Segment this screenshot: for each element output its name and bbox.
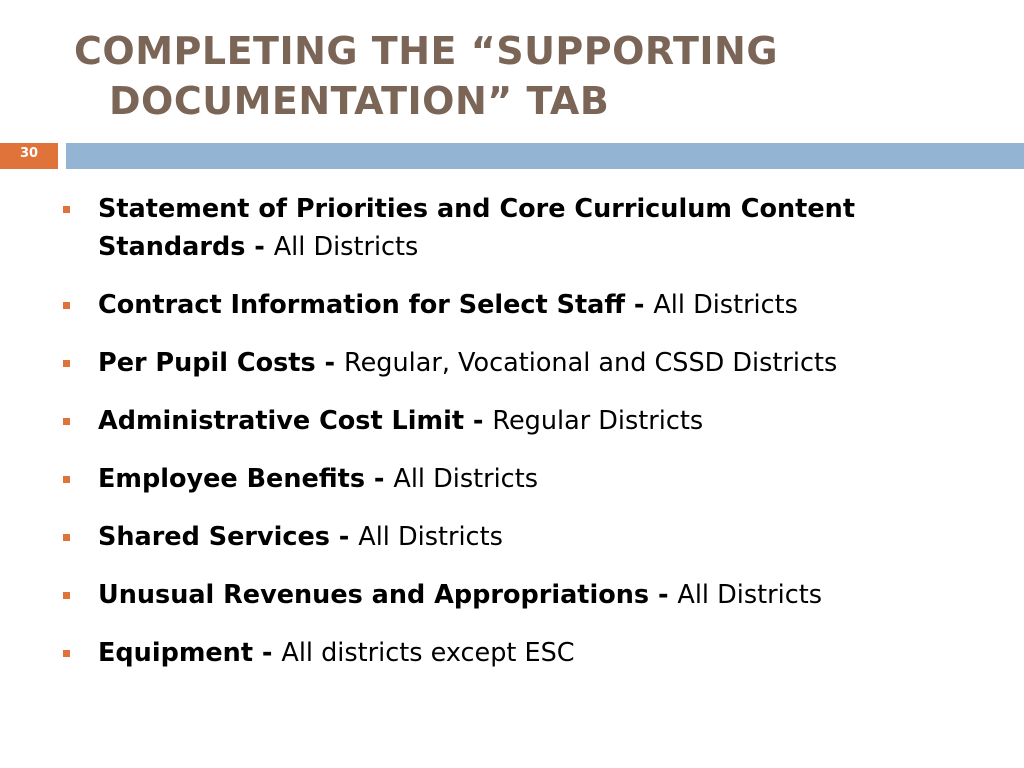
bullet-item-unusual-revenues xyxy=(60,576,1000,614)
bullet-item-employee-benefits xyxy=(60,460,1000,498)
bullet-label: Shared Services - xyxy=(98,522,359,552)
bullet-label: Equipment - xyxy=(98,638,282,668)
bullet-label: Employee Benefits - xyxy=(98,464,394,494)
square-bullet-icon xyxy=(63,534,70,541)
bullet-detail: All Districts xyxy=(393,464,538,494)
bullet-item-equipment xyxy=(60,634,1000,672)
bullet-label: Contract Information for Select Staff - xyxy=(98,290,654,320)
bullet-label: Per Pupil Costs - xyxy=(98,348,345,378)
square-bullet-icon xyxy=(63,302,70,309)
slide-title-line-1: COMPLETING THE “SUPPORTING xyxy=(74,29,779,73)
bullet-detail: Regular, Vocational and CSSD Districts xyxy=(344,348,838,378)
bullet-detail: Regular Districts xyxy=(492,406,704,436)
square-bullet-icon xyxy=(63,476,70,483)
bullet-item-administrative-cost-limit xyxy=(60,402,1000,440)
bullet-item-per-pupil-costs xyxy=(60,344,1000,382)
slide-title-line-2: DOCUMENTATION” TAB xyxy=(109,79,610,123)
square-bullet-icon xyxy=(63,206,70,213)
bullet-label: Administrative Cost Limit - xyxy=(98,406,493,436)
bullet-label: Statement of Priorities and Core Curriculum Content Standards - xyxy=(98,194,856,262)
bullet-label: Unusual Revenues and Appropriations - xyxy=(98,580,678,610)
bullet-detail: All Districts xyxy=(273,232,419,262)
bullet-item-shared-services xyxy=(60,518,1000,556)
bullet-detail: All Districts xyxy=(653,290,798,320)
bullet-item-contract-information xyxy=(60,286,1000,324)
bullet-detail: All districts except ESC xyxy=(281,638,575,668)
slide-number-badge: 30 xyxy=(0,143,58,169)
square-bullet-icon xyxy=(63,418,70,425)
square-bullet-icon xyxy=(63,592,70,599)
header-divider-bar xyxy=(66,143,1024,169)
bullet-detail: All Districts xyxy=(677,580,823,610)
bullet-item-priorities xyxy=(60,190,1000,266)
bullet-list xyxy=(60,190,1000,692)
slide-title xyxy=(74,26,974,126)
bullet-detail: All Districts xyxy=(358,522,503,552)
square-bullet-icon xyxy=(63,360,70,367)
square-bullet-icon xyxy=(63,650,70,657)
